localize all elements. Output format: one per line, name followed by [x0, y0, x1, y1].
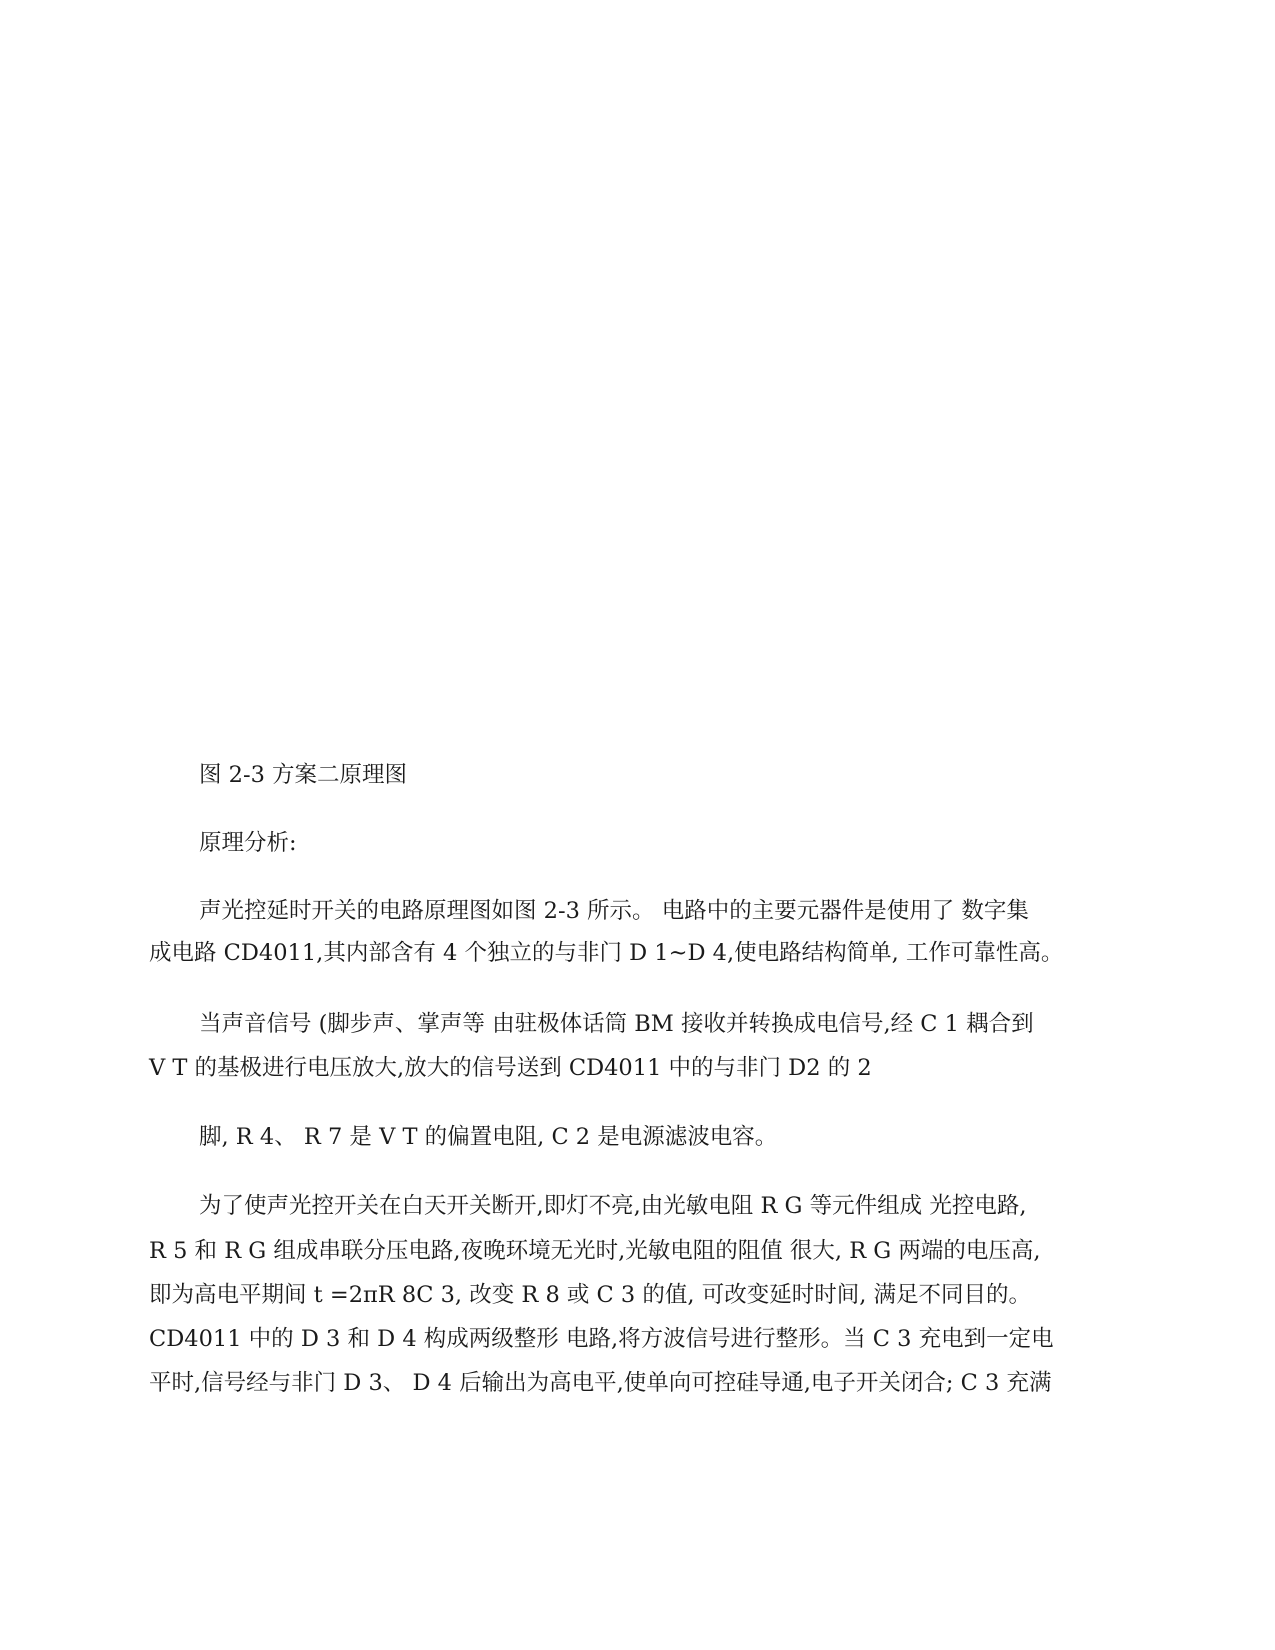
paragraph-line: R 5 和 R G 组成串联分压电路,夜晚环境无光时,光敏电阻的阻值 很大, R G 两端的电压高,	[149, 1238, 1041, 1264]
paragraph-line: 声光控延时开关的电路原理图如图 2-3 所示。 电路中的主要元器件是使用了 数字集	[199, 898, 1029, 924]
paragraph-line: 为了使声光控开关在白天开关断开,即灯不亮,由光敏电阻 R G 等元件组成 光控电路,	[199, 1193, 1027, 1219]
section-heading: 原理分析:	[199, 830, 297, 856]
paragraph-line: 即为高电平期间 t =2πR 8C 3, 改变 R 8 或 C 3 的值, 可改变延时时间, 满足不同目的。	[149, 1282, 1032, 1308]
figure-caption: 图 2-3 方案二原理图	[199, 762, 408, 788]
paragraph-line: V T 的基极进行电压放大,放大的信号送到 CD4011 中的与非门 D2 的 2	[149, 1055, 872, 1081]
paragraph-line: 脚, R 4、 R 7 是 V T 的偏置电阻, C 2 是电源滤波电容。	[199, 1124, 778, 1150]
paragraph-line: 当声音信号 (脚步声、掌声等 由驻极体话筒 BM 接收并转换成电信号,经 C 1 耦合到	[199, 1011, 1034, 1037]
paragraph-line: 成电路 CD4011,其内部含有 4 个独立的与非门 D 1~D 4,使电路结构简单, 工作可靠性高。	[149, 940, 1064, 966]
paragraph-line: 平时,信号经与非门 D 3、 D 4 后输出为高电平,使单向可控硅导通,电子开关闭合; C 3 充满	[149, 1370, 1052, 1396]
figure-image-area	[149, 40, 1129, 780]
paragraph-line: CD4011 中的 D 3 和 D 4 构成两级整形 电路,将方波信号进行整形。当 C 3 充电到一定电	[149, 1326, 1054, 1352]
